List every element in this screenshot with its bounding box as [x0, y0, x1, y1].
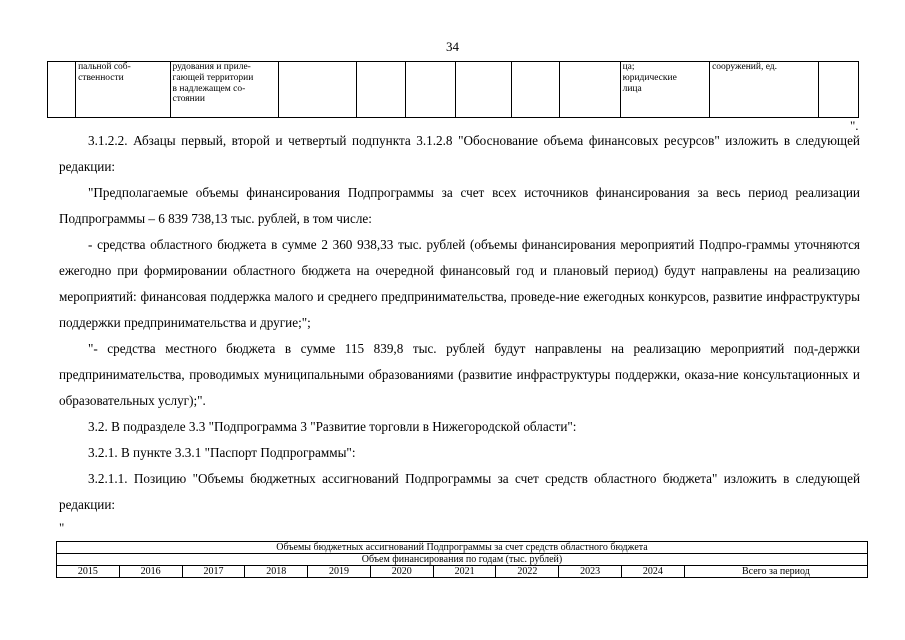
table-row [48, 62, 859, 118]
closing-quote: ". [850, 118, 859, 133]
table-cell [511, 62, 559, 118]
paragraph-financing-total: "Предполагаемые объемы финансирования Подпрограммы за счет всех источников финансирования за весь период реализации Подпрограммы – 6 839 738,13 тыс. рублей, в том числе: [59, 185, 860, 226]
column-header: 2022 [496, 566, 559, 578]
opening-quote: " [59, 520, 65, 535]
column-header: 2015 [57, 566, 120, 578]
table-header-row [57, 566, 868, 578]
paragraph-3-1-2-2: 3.1.2.2. Абзацы первый, второй и четвертый подпункта 3.1.2.8 "Обоснование объема финансовых ресурсов" изложить в следующей редакции: [59, 133, 860, 174]
column-header: 2023 [559, 566, 622, 578]
continued-table [47, 61, 859, 118]
paragraph-3-2: 3.2. В подразделе 3.3 "Подпрограмма 3 "Развитие торговли в Нижегородской области": [88, 419, 577, 434]
table-cell [818, 62, 858, 118]
table-subtitle-cell: Объем финансирования по годам (тыс. рублей) [57, 554, 868, 566]
column-header: 2017 [182, 566, 245, 578]
paragraph-local-budget: "- средства местного бюджета в сумме 115 839,8 тыс. рублей будут направлены на реализацию мероприятий под-держки предпринимательства, проводимых муниципальными образованиями (развитие инфраструктуры поддержки, оказа-ние консультационных и образовательных услуг);". [59, 341, 860, 408]
table-cell [405, 62, 455, 118]
table-cell [48, 62, 76, 118]
table-cell: сооружений, ед. [710, 62, 819, 118]
paragraph-regional-budget: - средства областного бюджета в сумме 2 360 938,33 тыс. рублей (объемы финансирования мероприятий Подпро-граммы уточняются ежегодно при формировании областного бюджета на очередной финансовый год и плановый период) будут направлены на реализацию мероприятий: финансовая поддержка малого и среднего предпринимательства, проведе-ние ежегодных конкурсов, развитие инфраструктуры поддержки предпринимательства и другие;"; [59, 237, 860, 330]
table-cell: рудования и приле- гающей территории в надлежащем со- стоянии [170, 62, 279, 118]
table-cell: ца; юридические лица [620, 62, 710, 118]
page-number: 34 [446, 39, 459, 54]
column-header: Всего за период [684, 566, 867, 578]
column-header: 2019 [308, 566, 371, 578]
paragraph-3-2-1-1: 3.2.1.1. Позицию "Объемы бюджетных ассигнований Подпрограммы за счет средств областного бюджета" изложить в следующей редакции: [59, 471, 860, 512]
column-header: 2021 [433, 566, 496, 578]
column-header: 2016 [119, 566, 182, 578]
column-header: 2018 [245, 566, 308, 578]
table-cell [279, 62, 357, 118]
table-cell [357, 62, 405, 118]
table-cell [560, 62, 620, 118]
column-header: 2024 [622, 566, 685, 578]
column-header: 2020 [370, 566, 433, 578]
table-cell [455, 62, 511, 118]
paragraph-3-2-1: 3.2.1. В пункте 3.3.1 "Паспорт Подпрограммы": [88, 445, 356, 460]
table-row [57, 542, 868, 554]
budget-table [56, 541, 868, 578]
table-title-cell: Объемы бюджетных ассигнований Подпрограммы за счет средств областного бюджета [57, 542, 868, 554]
table-cell: пальной соб- ственности [76, 62, 170, 118]
table-row [57, 554, 868, 566]
